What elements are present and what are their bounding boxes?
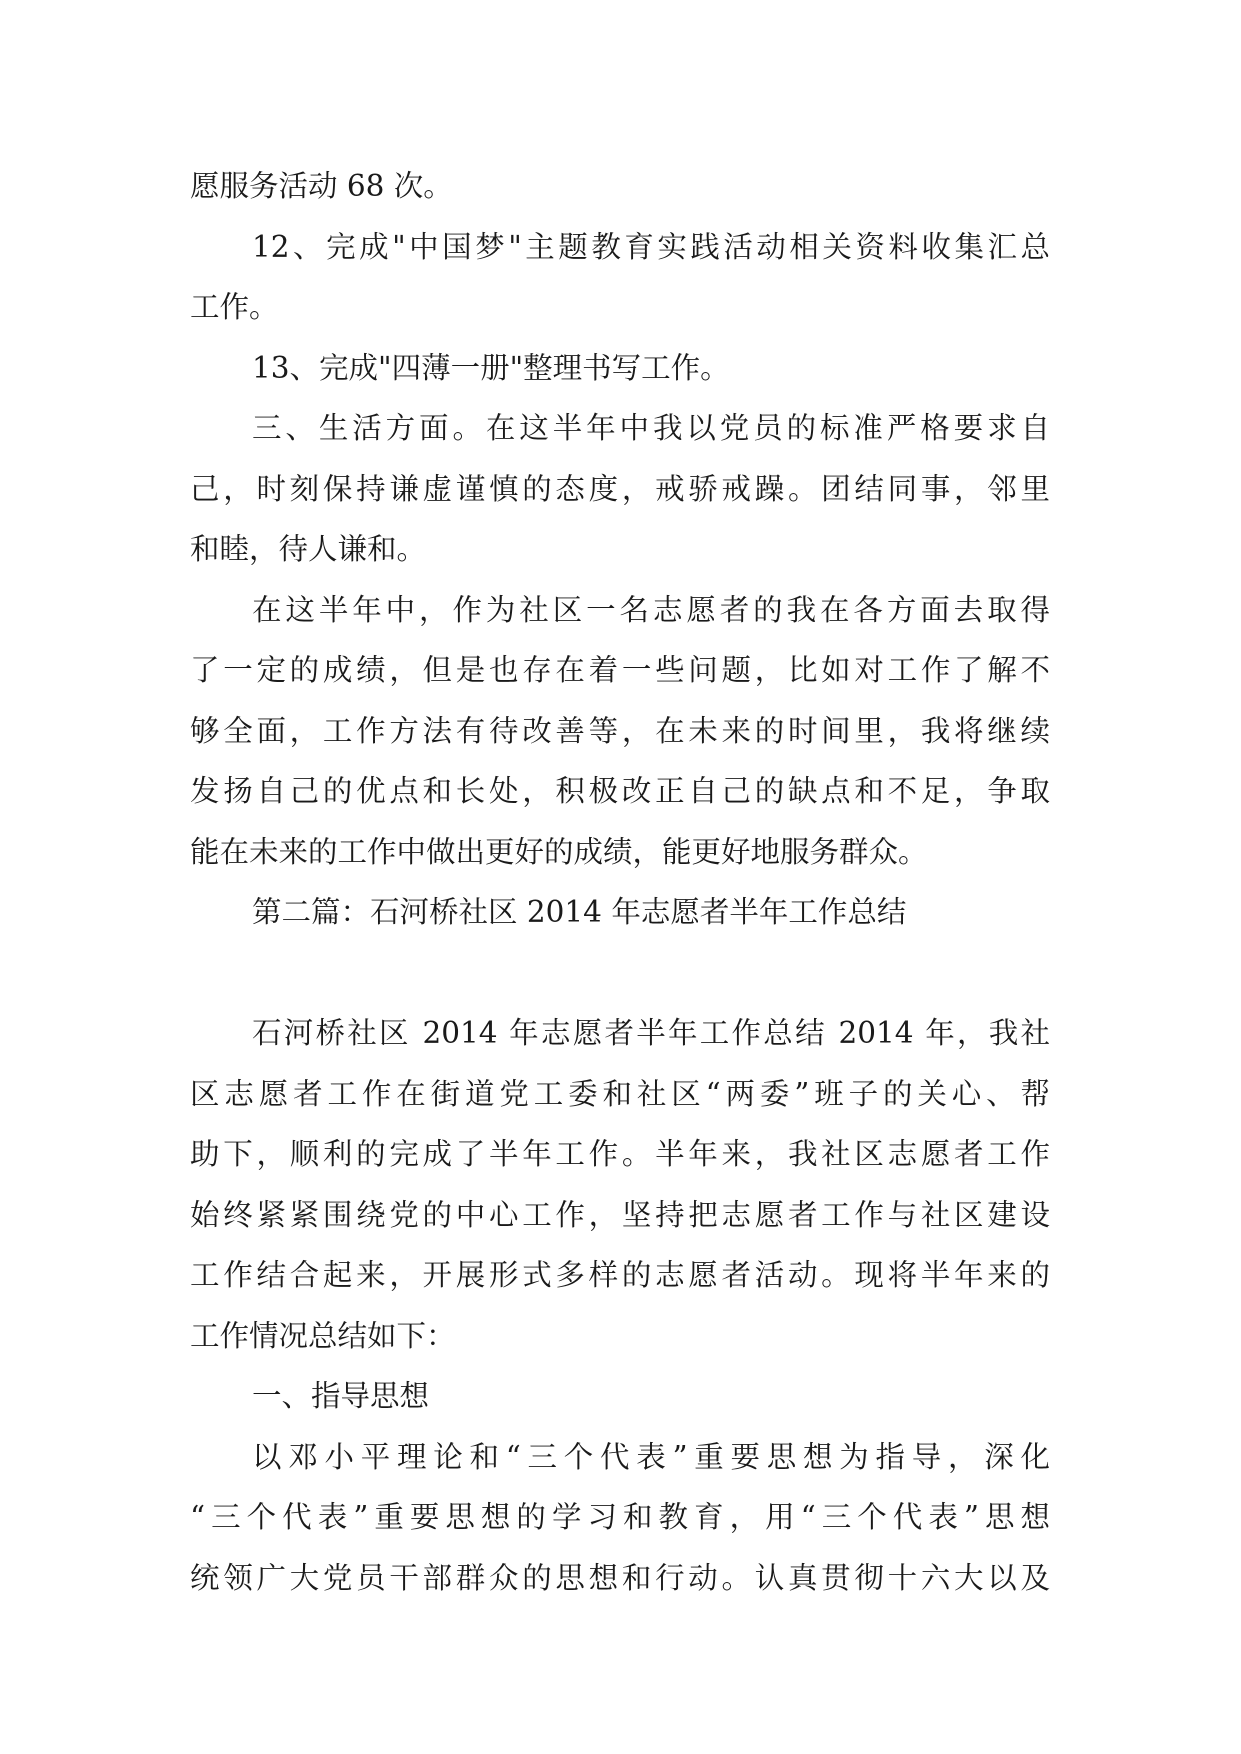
text-line: 愿服务活动 68 次。 — [190, 169, 453, 203]
text-line: 三、生活方面。在这半年中我以党员的标准严格要求自 — [252, 411, 1050, 445]
text-line: 始终紧紧围绕党的中心工作，坚持把志愿者工作与社区建设 — [190, 1198, 1050, 1232]
section-heading: 第二篇：石河桥社区 2014 年志愿者半年工作总结 — [252, 895, 907, 929]
text-line: 工作结合起来，开展形式多样的志愿者活动。现将半年来的 — [190, 1258, 1050, 1292]
text-line: 工作情况总结如下： — [190, 1319, 456, 1353]
text-line: 够全面，工作方法有待改善等，在未来的时间里，我将继续 — [190, 714, 1050, 748]
text-line: 13、完成"四薄一册"整理书写工作。 — [252, 351, 730, 385]
text-line: “三个代表”重要思想的学习和教育，用“三个代表”思想 — [190, 1500, 1050, 1534]
text-line: 己，时刻保持谦虚谨慎的态度，戒骄戒躁。团结同事，邻里 — [190, 472, 1050, 506]
text-line: 工作。 — [190, 290, 279, 324]
text-line: 以邓小平理论和“三个代表”重要思想为指导，深化 — [252, 1440, 1050, 1474]
text-line: 助下，顺利的完成了半年工作。半年来，我社区志愿者工作 — [190, 1137, 1050, 1171]
text-line: 能在未来的工作中做出更好的成绩，能更好地服务群众。 — [190, 835, 928, 869]
subsection-heading: 一、指导思想 — [252, 1379, 430, 1413]
text-line: 统领广大党员干部群众的思想和行动。认真贯彻十六大以及 — [190, 1561, 1050, 1595]
text-line: 在这半年中，作为社区一名志愿者的我在各方面去取得 — [252, 593, 1050, 627]
text-line: 区志愿者工作在街道党工委和社区“两委”班子的关心、帮 — [190, 1077, 1050, 1111]
text-line: 石河桥社区 2014 年志愿者半年工作总结 2014 年，我社 — [252, 1016, 1050, 1050]
text-line: 12、完成"中国梦"主题教育实践活动相关资料收集汇总 — [252, 230, 1050, 264]
text-line: 和睦，待人谦和。 — [190, 532, 427, 566]
text-line: 发扬自己的优点和长处，积极改正自己的缺点和不足，争取 — [190, 774, 1050, 808]
text-line: 了一定的成绩，但是也存在着一些问题，比如对工作了解不 — [190, 653, 1050, 687]
